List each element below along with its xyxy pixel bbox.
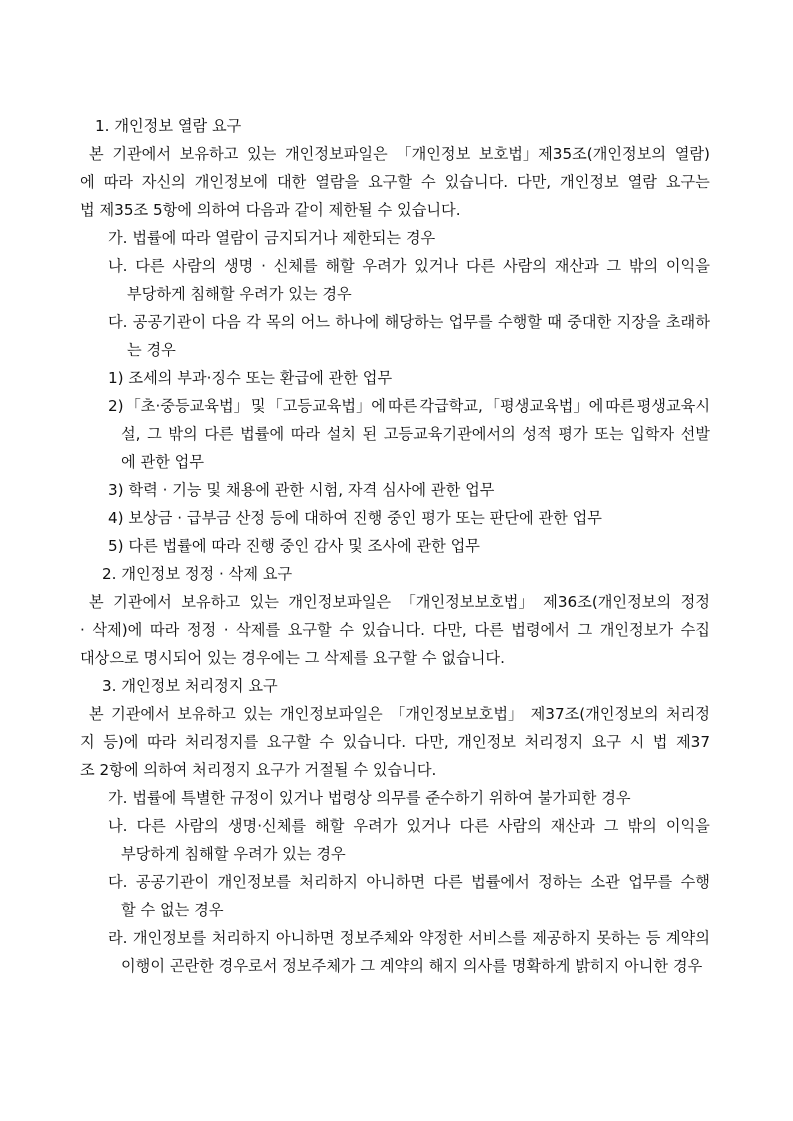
word: 수: [339, 621, 354, 639]
word: 다른: [204, 425, 234, 443]
word: 각급학교,: [419, 397, 483, 415]
word: 사람의: [502, 257, 547, 275]
word: 자신의: [141, 173, 186, 191]
word: 못하는: [596, 929, 641, 947]
word: 있습니다.: [361, 621, 426, 639]
word: 본: [89, 593, 104, 611]
word: 수집: [680, 621, 710, 639]
word: 개인정보를: [217, 873, 291, 891]
word: 본: [89, 145, 104, 163]
word: 서비스를: [468, 929, 527, 947]
word: 다만,: [516, 173, 552, 191]
word: 평가: [558, 425, 588, 443]
word: 「초·중등교육법」: [125, 397, 249, 415]
section-2-paragraph-line-3: 대상으로 명시되어 있는 경우에는 그 삭제를 요구할 수 없습니다.: [80, 649, 505, 667]
word: 생명: [224, 257, 254, 275]
word: 소관: [590, 873, 620, 891]
word: ·: [80, 621, 85, 639]
word: 고등교육기관에서의: [383, 425, 516, 443]
word: 계약의: [665, 929, 710, 947]
word: 처리정지를: [184, 733, 259, 751]
section-1-subitem-5: 5) 다른 법률에 따라 진행 중인 감사 및 조사에 관한 업무: [108, 537, 480, 555]
word: 아니하면: [366, 873, 426, 891]
word: 처리하지: [211, 929, 271, 947]
section-3-paragraph-line-1: [89, 700, 710, 728]
word: 요구: [591, 733, 622, 751]
word: 삭제를: [236, 621, 281, 639]
word: 기관에서: [113, 593, 172, 611]
word: 수행: [680, 873, 710, 891]
word: 요구할: [368, 173, 413, 191]
word: 다른: [433, 873, 463, 891]
word: 보유하고: [179, 145, 239, 163]
word: 법령에서: [511, 621, 570, 639]
word: 개인정보가: [599, 621, 674, 639]
section-1-subitem-2-line-2: [121, 420, 710, 448]
word: 개인정보파일은: [280, 705, 383, 723]
word: 기관에서: [112, 145, 172, 163]
section-3-item-ra-line-1: [108, 924, 710, 952]
word: 다른: [135, 257, 165, 275]
word: 그: [147, 425, 162, 443]
word: 등: [645, 929, 661, 947]
word: 우려가: [362, 257, 407, 275]
section-3-paragraph-line-3: 조 2항에 의하여 처리정지 요구가 거절될 수 있습니다.: [80, 761, 437, 779]
section-3-heading: 3. 개인정보 처리정지 요구: [102, 677, 278, 695]
word: 해할: [325, 257, 355, 275]
word: 지: [80, 733, 95, 751]
word: 아니하면: [275, 929, 335, 947]
word: 있습니다.: [342, 733, 407, 751]
word: 업무를: [628, 873, 673, 891]
word: 법률에: [240, 425, 285, 443]
word: 보호법」제35조(개인정보의: [478, 145, 667, 163]
section-2-paragraph-line-1: [89, 588, 710, 616]
word: 수행할: [497, 313, 542, 331]
word: 이익을: [665, 817, 710, 835]
section-3-item-da-line-1: [108, 868, 710, 896]
word: 다만,: [414, 733, 449, 751]
word: 개인정보파일은: [285, 145, 388, 163]
word: 나.: [108, 817, 128, 835]
word: 신체를: [273, 257, 318, 275]
word: 사람의: [174, 817, 219, 835]
word: 중대한: [567, 313, 612, 331]
word: 정정: [186, 621, 217, 639]
section-1-item-ga: 가. 법률에 따라 열람이 금지되거나 제한되는 경우: [108, 229, 436, 247]
word: 정보주체와: [339, 929, 414, 947]
word: 있는: [247, 145, 277, 163]
word: 개인정보파일은: [288, 593, 392, 611]
word: 개인정보를: [132, 929, 207, 947]
word: 설치: [326, 425, 356, 443]
word: 제37: [676, 733, 710, 751]
word: 열람: [627, 173, 657, 191]
section-1-subitem-4: 4) 보상금 · 급부금 산정 등에 대하여 진행 중인 평가 또는 판단에 관한 업무: [108, 509, 602, 527]
word: 2): [108, 397, 124, 415]
word: 다른: [465, 257, 496, 275]
word: 지장을: [616, 313, 661, 331]
word: 「평생교육법」에: [484, 397, 604, 415]
word: 보유하고: [181, 593, 241, 611]
word: 따라: [149, 621, 180, 639]
word: 있거나: [414, 257, 459, 275]
word: 수: [421, 173, 436, 191]
word: 사람의: [172, 257, 217, 275]
word: 이익을: [665, 257, 710, 275]
word: 기관에서: [111, 705, 170, 723]
section-3-item-na-line-1: [108, 812, 710, 840]
word: 개인정보에: [194, 173, 269, 191]
word: 보유하고: [177, 705, 236, 723]
word: 따라: [290, 425, 321, 443]
word: 정정: [680, 593, 710, 611]
word: 설,: [121, 425, 141, 443]
word: 따라: [147, 733, 177, 751]
word: 수: [319, 733, 334, 751]
word: 사람의: [497, 817, 542, 835]
word: 밖의: [168, 425, 198, 443]
word: 선발: [680, 425, 710, 443]
word: 있거나: [406, 817, 451, 835]
word: 다른: [136, 817, 166, 835]
word: 또는: [594, 425, 624, 443]
word: 하나에: [335, 313, 380, 331]
section-1-subitem-1: 1) 조세의 부과·징수 또는 환급에 관한 업무: [108, 369, 393, 387]
word: 정하는: [538, 873, 583, 891]
word: 등)에: [103, 733, 139, 751]
section-1-item-na-line-1: [108, 252, 710, 280]
word: 따라: [103, 173, 133, 191]
section-3-paragraph-line-2: [80, 728, 710, 756]
word: 「고등교육법」에: [267, 397, 386, 415]
word: 법: [652, 733, 668, 751]
section-3-item-na-line-2: 부당하게 침해할 우려가 있는 경우: [121, 845, 346, 863]
word: 제공하지: [532, 929, 591, 947]
section-1-paragraph-line-3: 법 제35조 5항에 의하여 다음과 같이 제한될 수 있습니다.: [80, 201, 461, 219]
word: ·: [261, 257, 266, 275]
word: 처리정: [665, 705, 710, 723]
word: 요구는: [665, 173, 710, 191]
word: 열람): [674, 145, 710, 163]
word: 「개인정보보호법」: [390, 705, 524, 723]
word: 열람을: [315, 173, 360, 191]
word: 공공기관이: [135, 873, 210, 891]
section-2-paragraph-line-2: [80, 616, 710, 644]
word: 그: [603, 817, 619, 835]
section-1-subitem-2-line-3: 에 관한 업무: [121, 453, 205, 471]
word: 목의: [266, 313, 296, 331]
word: 본: [89, 705, 104, 723]
word: 다른: [474, 621, 504, 639]
word: 시: [629, 733, 645, 751]
word: 개인정보: [560, 173, 619, 191]
word: 업무를: [448, 313, 493, 331]
section-1-item-da-line-2: 는 경우: [127, 341, 176, 359]
word: 제37조(개인정보의: [530, 705, 659, 723]
word: 법률에서: [471, 873, 530, 891]
word: 생명·신체를: [227, 817, 307, 835]
word: 다.: [108, 313, 128, 331]
word: 있는: [249, 593, 279, 611]
word: 밖의: [628, 257, 659, 275]
section-1-item-na-line-2: 부당하게 침해할 우려가 있는 경우: [127, 285, 352, 303]
word: 재산과: [554, 257, 599, 275]
word: 약정한: [418, 929, 463, 947]
word: 다만,: [432, 621, 467, 639]
word: 및: [250, 397, 266, 415]
section-1-paragraph-line-2: [80, 168, 710, 196]
word: 대한: [276, 173, 307, 191]
word: 라.: [108, 929, 128, 947]
word: 제36조(개인정보의: [543, 593, 672, 611]
word: 그: [577, 621, 593, 639]
word: 에: [80, 173, 95, 191]
word: 따른: [387, 397, 418, 415]
section-2-heading: 2. 개인정보 정정 · 삭제 요구: [102, 565, 293, 583]
word: 해할: [315, 817, 345, 835]
section-1-item-da-line-1: [108, 308, 710, 336]
word: 요구할: [287, 621, 332, 639]
word: 재산과: [550, 817, 595, 835]
word: 성적: [522, 425, 552, 443]
word: 개인정보: [457, 733, 516, 751]
word: 우려가: [353, 817, 398, 835]
word: 「개인정보보호법」: [400, 593, 534, 611]
word: 그: [606, 257, 622, 275]
word: 각: [246, 313, 261, 331]
word: 처리정지: [524, 733, 584, 751]
word: 초래하: [665, 313, 710, 331]
word: 처리하지: [299, 873, 358, 891]
word: 어느: [300, 313, 331, 331]
word: 입학자: [630, 425, 675, 443]
word: 있습니다.: [444, 173, 509, 191]
section-3-item-ra-line-2: 이행이 곤란한 경우로서 정보주체가 그 계약의 해지 의사를 명확하게 밝히지 아니한 경우: [121, 957, 703, 975]
word: 「개인정보: [396, 145, 471, 163]
word: 공공기관이: [132, 313, 207, 331]
word: 요구할: [266, 733, 311, 751]
word: 해당하는: [384, 313, 444, 331]
section-1-paragraph-line-1: [89, 140, 710, 168]
word: 된: [362, 425, 378, 443]
section-1-subitem-3: 3) 학력 · 기능 및 채용에 관한 시험, 자격 심사에 관한 업무: [108, 481, 495, 499]
word: 평생교육시: [636, 397, 710, 415]
word: 다음: [211, 313, 241, 331]
word: 있는: [243, 705, 273, 723]
section-1-subitem-2-line-1: [108, 392, 710, 420]
word: 따른: [605, 397, 635, 415]
word: 나.: [108, 257, 128, 275]
word: 다.: [108, 873, 128, 891]
word: 삭제)에: [92, 621, 143, 639]
section-3-item-ga: 가. 법률에 특별한 규정이 있거나 법령상 의무를 준수하기 위하여 불가피한 경우: [108, 789, 631, 807]
section-3-item-da-line-2: 할 수 없는 경우: [121, 901, 224, 919]
word: 때: [547, 313, 562, 331]
section-1-heading: 1. 개인정보 열람 요구: [95, 117, 242, 135]
word: 밖의: [627, 817, 657, 835]
word: 다른: [459, 817, 489, 835]
word: ·: [223, 621, 229, 639]
